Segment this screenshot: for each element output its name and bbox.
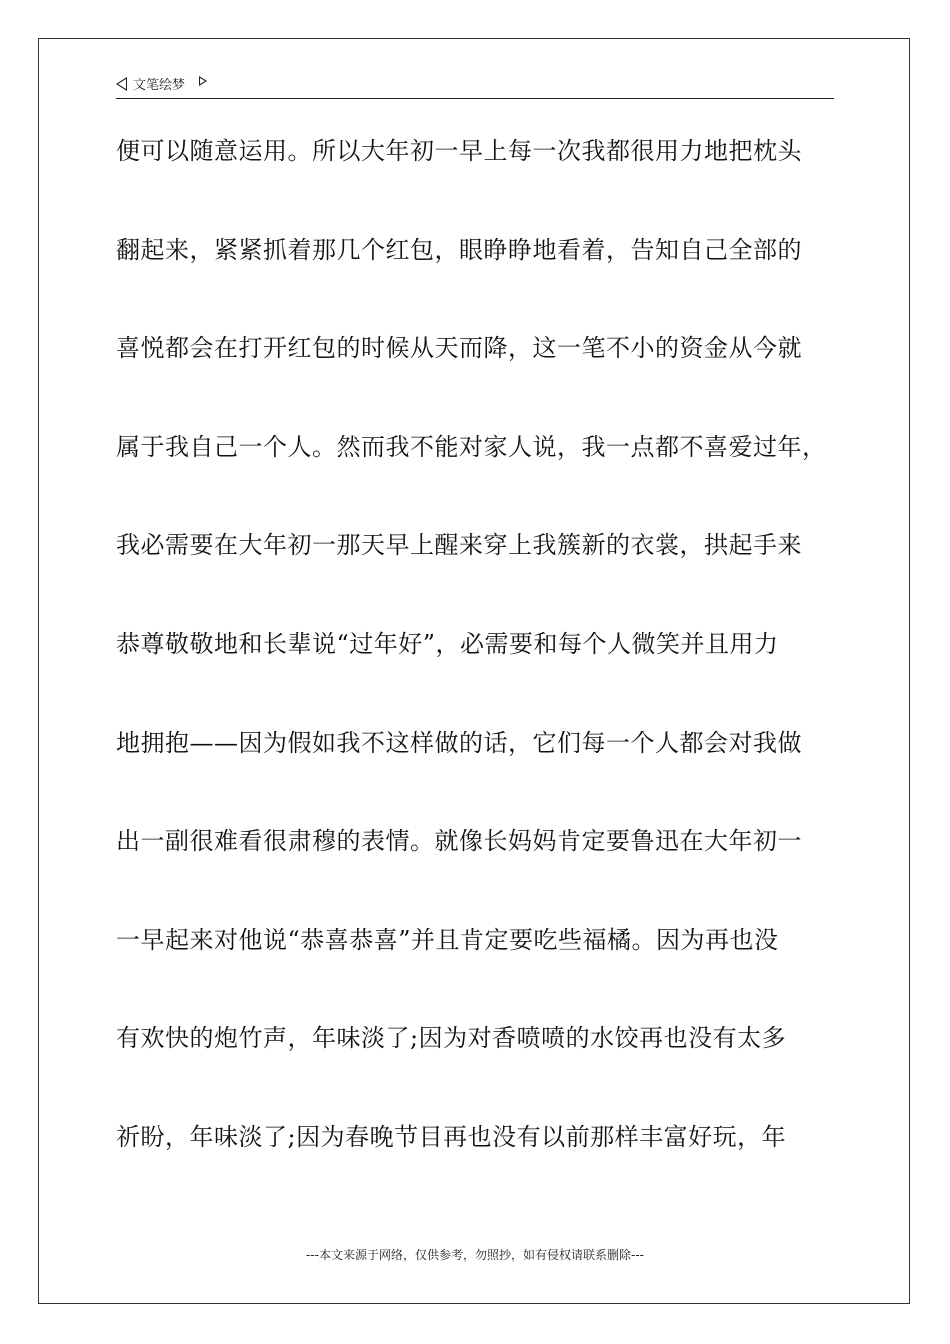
body-line: 地拥抱——因为假如我不这样做的话，它们每一个人都会对我做 xyxy=(116,728,802,757)
body-line: 便可以随意运用。所以大年初一早上每一次我都很用力地把枕头 xyxy=(116,137,802,165)
body-line: 一早起来对他说“恭喜恭喜”并且肯定要吃些福橘。因为再也没 xyxy=(116,925,779,954)
page-header xyxy=(116,72,834,99)
triangle-right-icon xyxy=(199,76,207,86)
document-body xyxy=(116,128,836,1213)
body-line: 祈盼，年味淡了;因为春晚节目再也没有以前那样丰富好玩，年 xyxy=(116,1122,787,1151)
body-line: 有欢快的炮竹声，年味淡了;因为对香喷喷的水饺再也没有太多 xyxy=(116,1024,787,1053)
header-brand-text: 文笔绘梦 xyxy=(133,78,186,93)
body-line: 出一副很难看很肃穆的表情。就像长妈妈肯定要鲁迅在大年初一 xyxy=(116,827,802,856)
body-line: 我必需要在大年初一那天早上醒来穿上我簇新的衣裳，拱起手来 xyxy=(116,531,802,560)
body-line: 喜悦都会在打开红包的时候从天而降，这一笔不小的资金从今就 xyxy=(116,334,802,363)
page-footer: ---本文来源于网络，仅供参考，勿照抄，如有侵权请联系删除--- xyxy=(306,1248,644,1262)
body-line: 恭尊敬敬地和长辈说“过年好”，必需要和每个人微笑并且用力 xyxy=(116,629,779,658)
body-line: 属于我自己一个人。然而我不能对家人说，我一点都不喜爱过年， xyxy=(116,432,827,461)
header-brand xyxy=(116,74,207,93)
body-line: 翻起来，紧紧抓着那几个红包，眼睁睁地看着，告知自己全部的 xyxy=(116,235,802,264)
triangle-left-icon xyxy=(116,77,127,91)
